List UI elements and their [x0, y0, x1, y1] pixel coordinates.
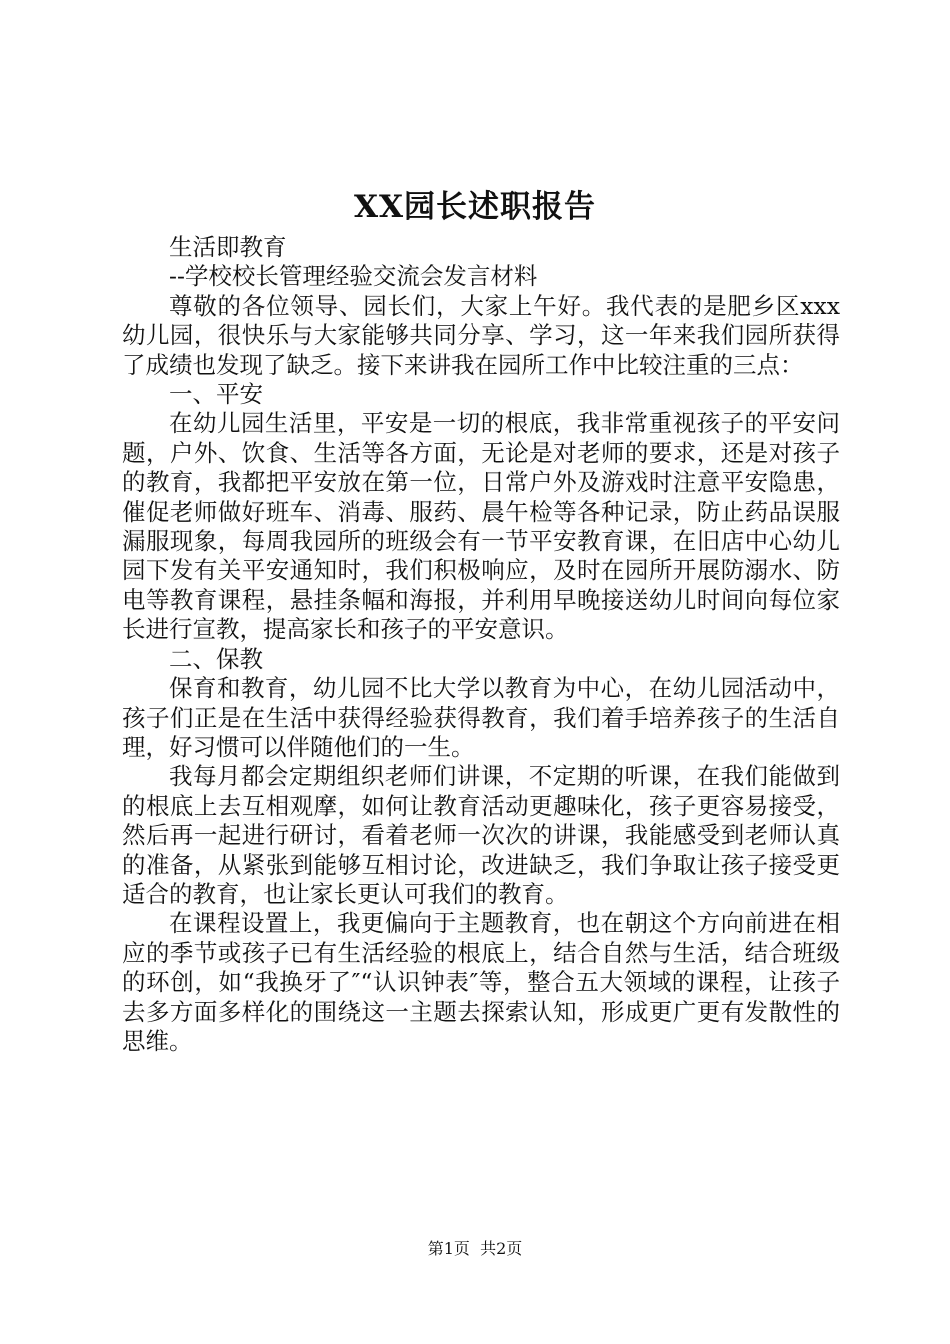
paragraph-curriculum: 在课程设置上，我更偏向于主题教育，也在朝这个方向前进在相应的季节或孩子已有生活经验的根底上，结合自然与生活，结合班级的环创，如“我换牙了″“认识钟表″等，整合五大领域的课程，让孩子去多方面多样化的围绕这一主题去探索认知，形成更广更有发散性的思维。	[122, 909, 840, 1055]
document-body	[122, 233, 840, 1056]
paragraph-safety: 在幼儿园生活里，平安是一切的根底，我非常重视孩子的平安问题，户外、饮食、生活等各方面，无论是对老师的要求，还是对孩子的教育，我都把平安放在第一位，日常户外及游戏时注意平安隐患，催促老师做好班车、消毒、服药、晨午检等各种记录，防止药品误服漏服现象，每周我园所的班级会有一节平安教育课，在旧店中心幼儿园下发有关平安通知时，我们积极响应，及时在园所开展防溺水、防电等教育课程，悬挂条幅和海报，并利用早晚接送幼儿时间向每位家长进行宣教，提高家长和孩子的平安意识。	[122, 409, 840, 644]
document-title: XX园长述职报告	[353, 189, 597, 225]
subtitle: 生活即教育	[169, 233, 287, 261]
section-heading-safety: 一、平安	[169, 380, 263, 409]
section-heading-care-education: 二、保教	[169, 644, 263, 673]
page-number: 第1页 共2页	[427, 1239, 523, 1258]
subtitle-source: --学校校长管理经验交流会发言材料	[169, 262, 538, 291]
page-footer	[0, 1238, 950, 1260]
paragraph-greeting: 尊敬的各位领导、园长们，大家上午好。我代表的是肥乡区xxx幼儿园，很快乐与大家能够共同分享、学习，这一年来我们园所获得了成绩也发现了缺乏。接下来讲我在园所工作中比较注重的三点：	[122, 291, 840, 379]
paragraph-care-education: 保育和教育，幼儿园不比大学以教育为中心，在幼儿园活动中，孩子们正是在生活中获得经验获得教育，我们着手培养孩子的生活自理，好习惯可以伴随他们的一生。	[122, 674, 840, 761]
paragraph-teaching-observation: 我每月都会定期组织老师们讲课，不定期的听课，在我们能做到的根底上去互相观摩，如何让教育活动更趣味化，孩子更容易接受，然后再一起进行研讨，看着老师一次次的讲课，我能感受到老师认真的准备，从紧张到能够互相讨论，改进缺乏，我们争取让孩子接受更适合的教育，也让家长更认可我们的教育。	[122, 762, 840, 908]
